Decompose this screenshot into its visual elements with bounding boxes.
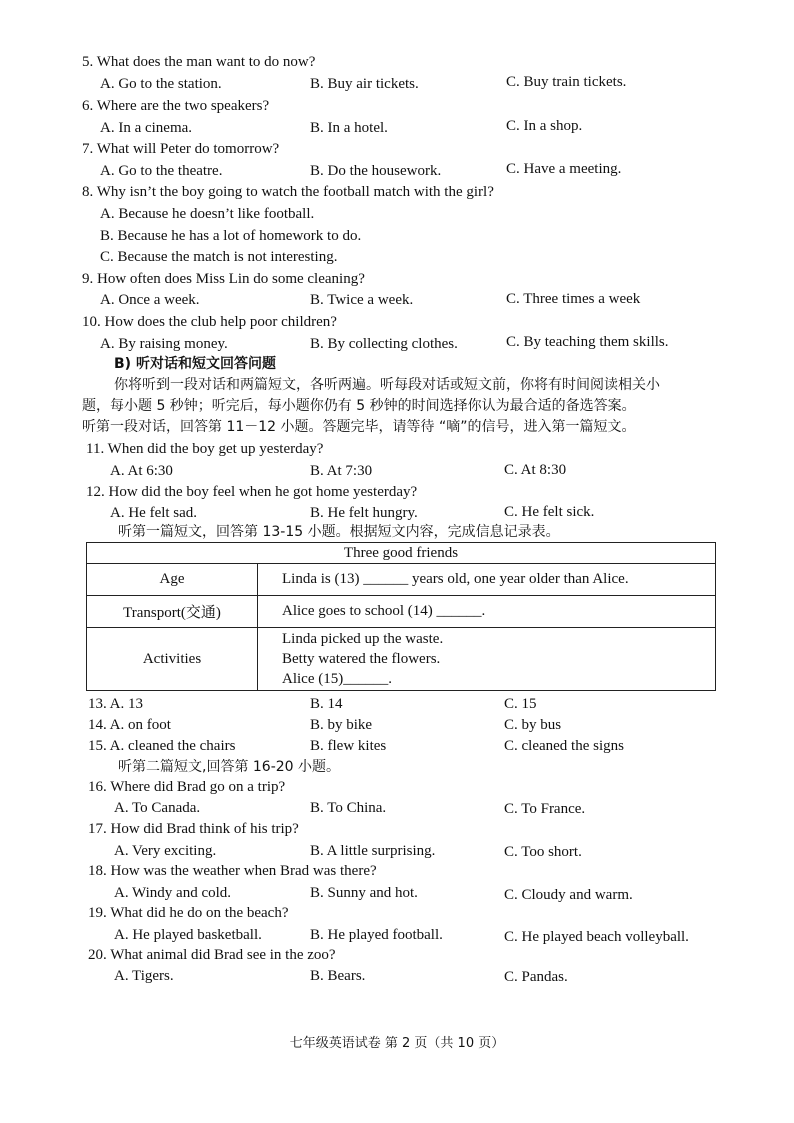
option-c: C. Buy train tickets. (506, 74, 627, 90)
question-stem: 5. What does the man want to do now? (82, 54, 316, 70)
question-stem: 17. How did Brad think of his trip? (88, 821, 299, 837)
option-a: 14. A. on foot (88, 717, 171, 733)
option-c: C. By teaching them skills. (506, 334, 669, 350)
question-stem: 18. How was the weather when Brad was there? (88, 863, 377, 879)
question-stem: 11. When did the boy get up yesterday? (86, 441, 324, 457)
option-a: A. At 6:30 (110, 463, 173, 479)
instructions-line: 题，每小题 5 秒钟；听完后，每小题你仍有 5 秒钟的时间选择你认为最合适的备选答案。 (82, 398, 636, 414)
option-a: A. Once a week. (100, 292, 200, 308)
question-stem: 8. Why isn’t the boy going to watch the football match with the girl? (82, 184, 494, 200)
question-stem: 7. What will Peter do tomorrow? (82, 141, 280, 157)
question-stem: 20. What animal did Brad see in the zoo? (88, 947, 336, 963)
option-b: B. Do the housework. (310, 163, 442, 179)
question-stem: 10. How does the club help poor children? (82, 314, 337, 330)
option-a: A. He played basketball. (114, 927, 262, 943)
option-a: A. Windy and cold. (114, 885, 232, 901)
info-record-table (86, 542, 716, 691)
transport-content: Alice goes to school (14) ______. (258, 596, 716, 628)
option-a: A. Go to the theatre. (100, 163, 223, 179)
option-c: C. Three times a week (506, 291, 641, 307)
option-b: B. by bike (310, 717, 373, 733)
transport-label: Transport(交通) (87, 596, 258, 628)
option-b: B. By collecting clothes. (310, 336, 458, 352)
question-stem: 16. Where did Brad go on a trip? (88, 779, 286, 795)
option-b: B. Bears. (310, 968, 366, 984)
table-row (87, 564, 716, 596)
option-c: C. cleaned the signs (504, 738, 624, 754)
option-a: A. Go to the station. (100, 76, 222, 92)
section-heading: B) 听对话和短文回答问题 (114, 356, 276, 372)
activity-line: Betty watered the flowers. (282, 651, 441, 667)
option-b: B. Sunny and hot. (310, 885, 418, 901)
option-c: C. He felt sick. (504, 504, 595, 520)
age-label: Age (87, 564, 258, 596)
activity-line: Linda picked up the waste. (282, 631, 444, 647)
table-title: Three good friends (87, 543, 716, 564)
option-b: B. A little surprising. (310, 843, 436, 859)
option-a: A. Tigers. (114, 968, 174, 984)
instructions-line: 你将听到一段对话和两篇短文，各听两遍。听每段对话或短文前，你将有时间阅读相关小 (114, 377, 660, 393)
passage1-intro: 听第一篇短文，回答第 13-15 小题。根据短文内容，完成信息记录表。 (118, 524, 560, 540)
activity-line: Alice (15)______. (282, 671, 392, 687)
option-b: B. Twice a week. (310, 292, 414, 308)
option-c: C. He played beach volleyball. (504, 929, 689, 945)
question-stem: 9. How often does Miss Lin do some cleaning? (82, 271, 365, 287)
option-b: B. Buy air tickets. (310, 76, 419, 92)
age-content: Linda is (13) ______ years old, one year older than Alice. (258, 564, 716, 596)
option-b: B. He felt hungry. (310, 505, 418, 521)
option-a: A. In a cinema. (100, 120, 193, 136)
option-a: A. He felt sad. (110, 505, 198, 521)
option-c: C. Cloudy and warm. (504, 887, 633, 903)
option-b: B. To China. (310, 800, 387, 816)
page-footer: 七年级英语试卷 第 2 页（共 10 页） (289, 1036, 505, 1051)
option-b: B. At 7:30 (310, 463, 373, 479)
option-c: C. To France. (504, 801, 586, 817)
option-a: A. To Canada. (114, 800, 201, 816)
question-stem: 19. What did he do on the beach? (88, 905, 289, 921)
table-row (87, 628, 716, 691)
option-c: C. Pandas. (504, 969, 568, 985)
option-c: C. Because the match is not interesting. (100, 249, 338, 265)
option-b: B. He played football. (310, 927, 443, 943)
option-b: B. In a hotel. (310, 120, 388, 136)
option-b: B. flew kites (310, 738, 387, 754)
option-a: 13. A. 13 (88, 696, 144, 712)
option-c: C. Too short. (504, 844, 582, 860)
option-b: B. Because he has a lot of homework to do. (100, 228, 362, 244)
table-row (87, 596, 716, 628)
passage2-intro: 听第二篇短文,回答第 16-20 小题。 (118, 759, 341, 775)
option-a: A. Because he doesn’t like football. (100, 206, 315, 222)
option-c: C. In a shop. (506, 118, 583, 134)
activities-label: Activities (87, 628, 258, 691)
activities-content (258, 628, 716, 691)
option-c: C. At 8:30 (504, 462, 567, 478)
question-stem: 12. How did the boy feel when he got home yesterday? (86, 484, 418, 500)
option-a: 15. A. cleaned the chairs (88, 738, 236, 754)
option-c: C. Have a meeting. (506, 161, 622, 177)
option-c: C. by bus (504, 717, 562, 733)
question-stem: 6. Where are the two speakers? (82, 98, 270, 114)
option-a: A. By raising money. (100, 336, 228, 352)
option-c: C. 15 (504, 696, 537, 712)
option-b: B. 14 (310, 696, 343, 712)
dialogue-intro: 听第一段对话，回答第 11－12 小题。答题完毕，请等待 “嘀”的信号，进入第一篇短文。 (82, 419, 636, 435)
option-a: A. Very exciting. (114, 843, 217, 859)
